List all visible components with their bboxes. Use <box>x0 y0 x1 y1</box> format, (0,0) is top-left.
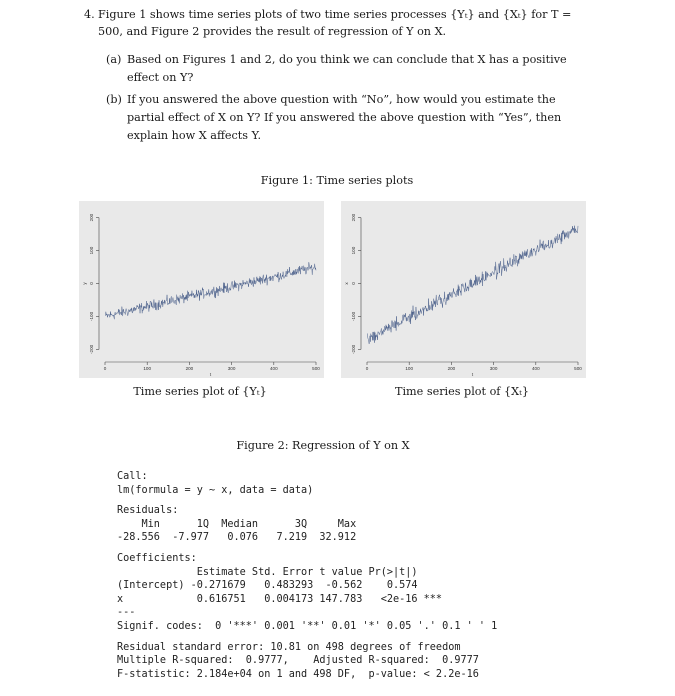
y-tick-label: 0 <box>89 282 94 285</box>
y-axis-label: y <box>82 282 87 285</box>
regression-output <box>117 470 497 681</box>
output-line: lm(formula = y ~ x, data = data) <box>117 484 314 496</box>
output-line <box>117 545 497 552</box>
output-line <box>117 634 497 641</box>
x-tick-label: 300 <box>227 366 236 371</box>
output-line: --- <box>117 607 136 619</box>
figure2-caption: Figure 2: Regression of Y on X <box>236 439 410 452</box>
x-tick-label: 100 <box>405 366 414 371</box>
x-tick-label: 0 <box>365 366 369 371</box>
y-axis-label: x <box>344 282 349 285</box>
y-tick-label: -200 <box>89 344 94 355</box>
y-tick-label: -100 <box>89 311 94 322</box>
x-tick-label: 0 <box>103 366 107 371</box>
series-line-y <box>105 262 316 319</box>
part-a-text: Based on Figures 1 and 2, do you think we can conclude that X has a positive effect on Y? <box>127 53 567 84</box>
series-line-x <box>367 226 578 344</box>
output-line: Coefficients: <box>117 552 197 564</box>
y-tick-label: 200 <box>89 213 94 222</box>
subcaption-x: Time series plot of {Xₜ} <box>395 385 529 398</box>
part-b <box>106 91 586 145</box>
y-tick-label: -100 <box>351 311 356 322</box>
output-line: Estimate Std. Error t value Pr(>|t|) <box>117 566 418 578</box>
output-line <box>117 497 497 504</box>
plot-x <box>341 201 586 378</box>
part-b-text: If you answered the above question with “No”, how would you estimate the partial effect of X on Y? If you answered the above question with “Yes”, then explain how X affects Y. <box>127 93 562 142</box>
y-tick-label: -200 <box>351 344 356 355</box>
figure1-caption: Figure 1: Time series plots <box>260 174 414 187</box>
x-tick-label: 500 <box>312 366 320 371</box>
x-axis-label: t <box>471 372 474 377</box>
x-tick-label: 100 <box>143 366 152 371</box>
output-line: -28.556 -7.977 0.076 7.219 32.912 <box>117 532 357 544</box>
output-line: Residual standard error: 10.81 on 498 degrees of freedom <box>117 641 461 653</box>
output-line: Min 1Q Median 3Q Max <box>117 518 357 530</box>
x-tick-label: 400 <box>269 366 278 371</box>
plot-y <box>79 201 324 378</box>
y-tick-label: 100 <box>89 246 94 255</box>
chart-y <box>79 201 324 378</box>
output-line: Multiple R-squared: 0.9777, Adjusted R-squared: 0.9777 <box>117 655 479 667</box>
x-tick-label: 200 <box>447 366 456 371</box>
chart-x <box>341 201 586 378</box>
subcaption-y: Time series plot of {Yₜ} <box>133 385 267 398</box>
x-tick-label: 400 <box>531 366 540 371</box>
output-line: Residuals: <box>117 505 179 517</box>
output-line: Call: <box>117 471 148 482</box>
x-axis-label: t <box>209 372 212 377</box>
y-tick-label: 0 <box>351 282 356 285</box>
part-a-label: (a) <box>106 53 122 66</box>
y-tick-label: 200 <box>351 213 356 222</box>
y-tick-label: 100 <box>351 246 356 255</box>
output-line: F-statistic: 2.184e+04 on 1 and 498 DF, p-value: < 2.2e-16 <box>117 668 479 680</box>
output-line: Signif. codes: 0 '***' 0.001 '**' 0.01 '*' 0.05 '.' 0.1 ' ' 1 <box>117 620 498 632</box>
part-b-label: (b) <box>106 93 122 106</box>
output-line: (Intercept) -0.271679 0.483293 -0.562 0.574 <box>117 580 418 592</box>
output-line: x 0.616751 0.004173 147.783 <2e-16 *** <box>117 593 443 605</box>
question-4 <box>84 6 584 40</box>
part-a <box>106 51 586 87</box>
x-tick-label: 500 <box>574 366 582 371</box>
x-tick-label: 300 <box>489 366 498 371</box>
question-text: Figure 1 shows time series plots of two time series processes {Yₜ} and {Xₜ} for T = 500, and Figure 2 provides the result of regression of Y on X. <box>98 8 572 38</box>
question-number: 4. <box>84 8 95 21</box>
x-tick-label: 200 <box>185 366 194 371</box>
